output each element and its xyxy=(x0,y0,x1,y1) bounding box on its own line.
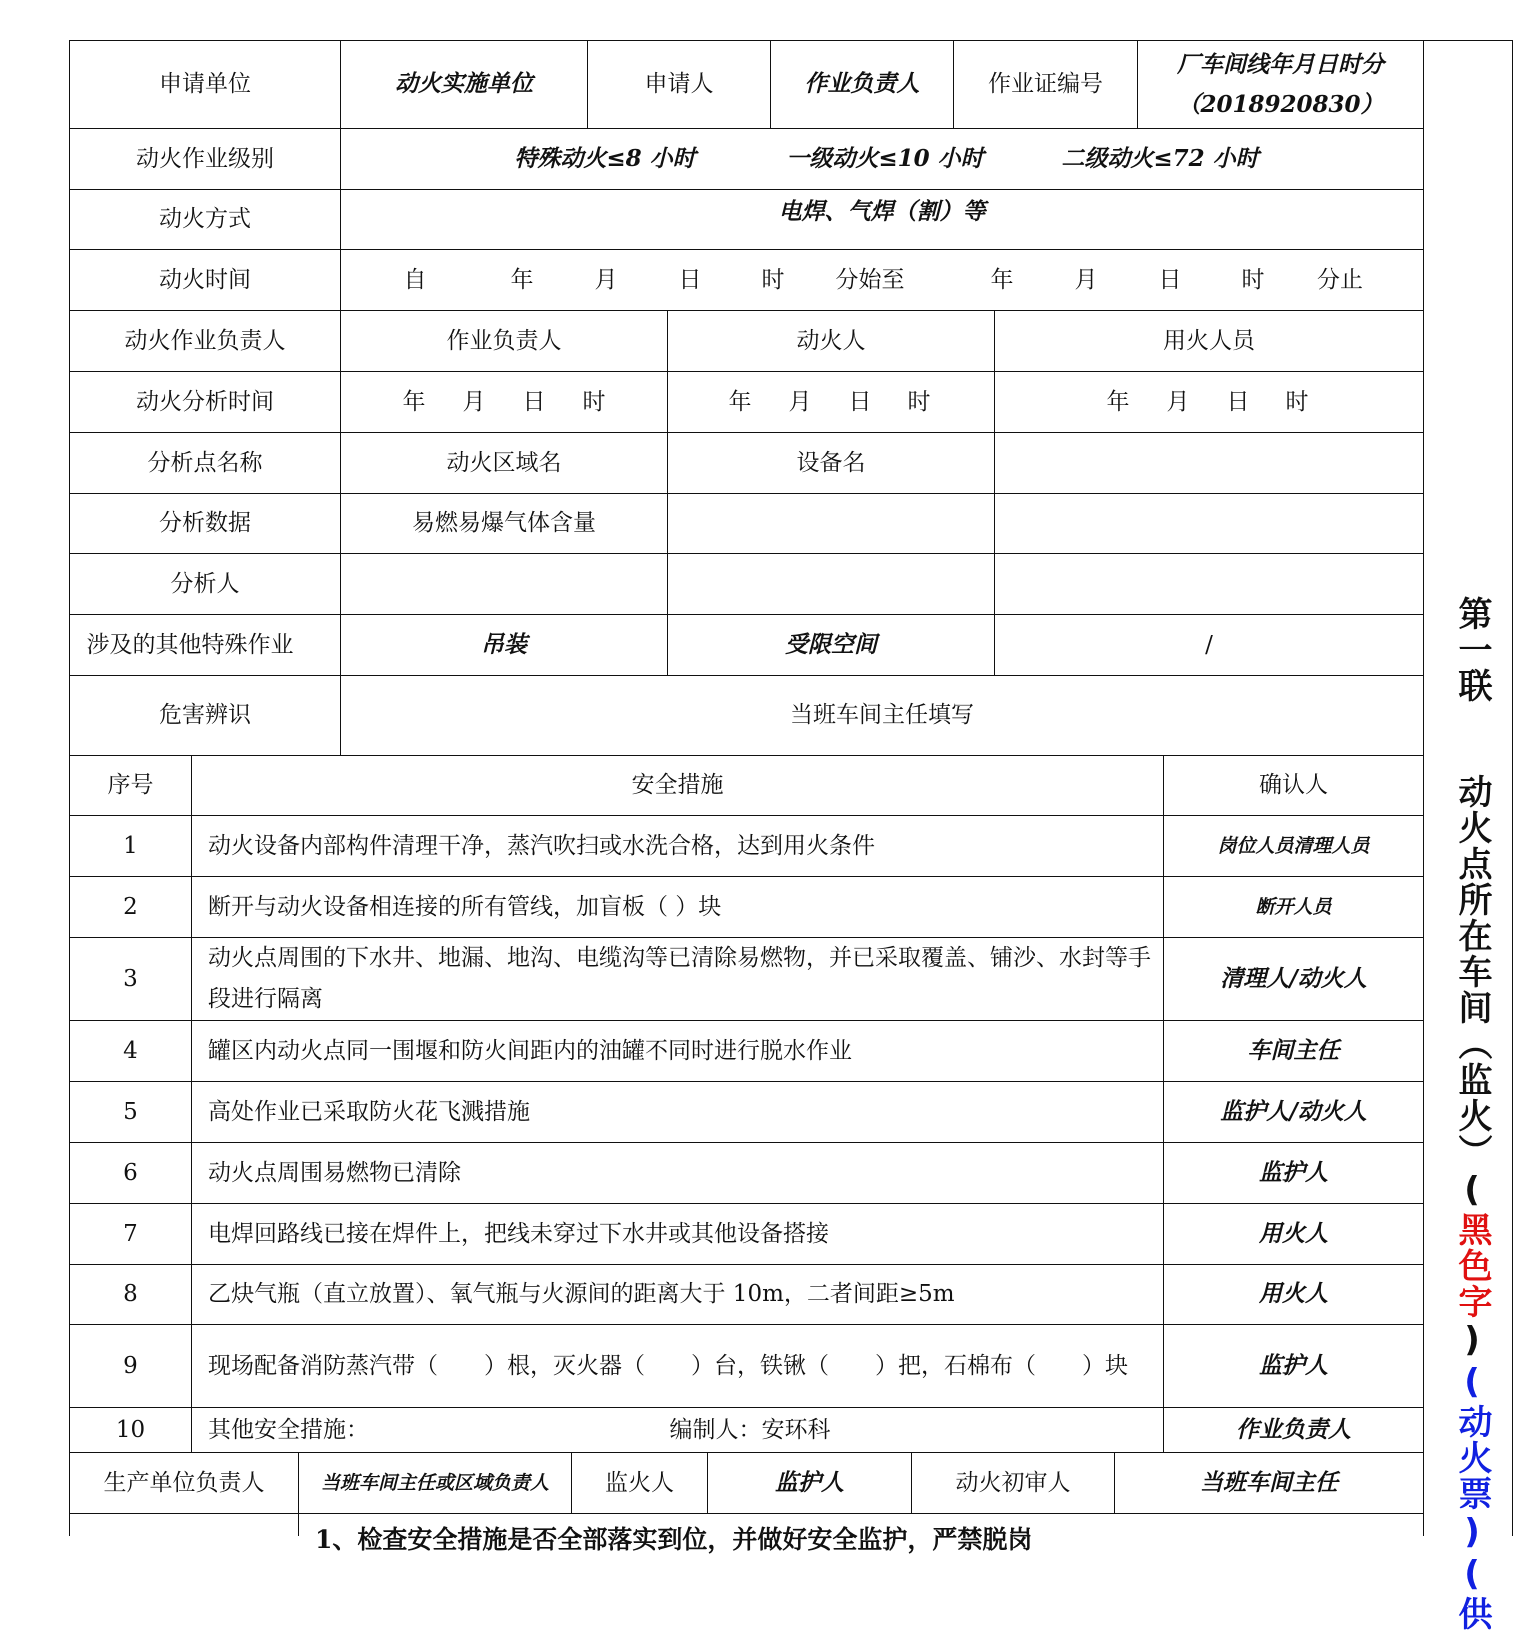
measure-row-confirm: 用火人 xyxy=(1259,1219,1328,1247)
measure-row-text: 动火设备内部构件清理干净，蒸汽吹扫或水洗合格，达到用火条件 xyxy=(208,832,875,859)
permit-no-label: 作业证编号 xyxy=(988,71,1103,98)
other-work-confined-space: 受限空间 xyxy=(785,630,877,658)
analysis-time-hour: 时 xyxy=(1285,388,1309,415)
measure-row-text: 动火点周围的下水井、地漏、地沟、电缆沟等已清除易燃物，并已采取覆盖、铺沙、水封等手段进行隔离 xyxy=(208,945,1151,1012)
side-label-part4-blue: (动火票)(供 xyxy=(1452,1362,1492,1632)
time-part-hour: 时 xyxy=(761,266,785,293)
analyst-label: 分析人 xyxy=(170,570,240,597)
measure-row-text: 罐区内动火点同一围堰和防火间距内的油罐不同时进行脱水作业 xyxy=(208,1037,852,1064)
measure-row-confirm: 清理人/动火人 xyxy=(1220,964,1367,992)
production-leader-value: 当班车间主任或区域负责人 xyxy=(320,1471,549,1494)
time-part-month-end: 月 xyxy=(1074,266,1098,293)
measure-row-confirm: 监护人 xyxy=(1259,1158,1328,1186)
measure-row-text: 断开与动火设备相连接的所有管线，加盲板（ ）块 xyxy=(208,893,722,920)
analysis-time-year: 年 xyxy=(402,388,426,415)
measure-row-text: 其他安全措施： xyxy=(208,1416,369,1443)
measure-row-confirm: 岗位人员清理人员 xyxy=(1217,834,1370,857)
analyst-col2[interactable] xyxy=(668,554,994,614)
side-label-part3-open: ( xyxy=(1452,1170,1492,1212)
measure-row-no: 4 xyxy=(123,1037,138,1064)
analysis-time-hour: 时 xyxy=(907,388,931,415)
measure-row-no: 3 xyxy=(123,965,138,992)
measure-row-confirm: 车间主任 xyxy=(1247,1036,1340,1064)
analysis-time-year: 年 xyxy=(1106,388,1130,415)
time-part-minute-start-to: 分始至 xyxy=(835,266,905,293)
analysis-time-day: 日 xyxy=(1226,388,1250,415)
measure-row-text: 乙炔气瓶（直立放置）、氧气瓶与火源间的距离大于 10m，二者间距≥5m xyxy=(208,1281,955,1308)
time-part-year: 年 xyxy=(510,266,534,293)
analysis-time-month: 月 xyxy=(462,388,486,415)
side-label-part3-red: 黑色字 xyxy=(1452,1212,1492,1320)
measure-row-confirm: 监护人/动火人 xyxy=(1220,1097,1367,1125)
time-part-month: 月 xyxy=(594,266,618,293)
measure-row-confirm: 监护人 xyxy=(1259,1351,1328,1379)
fire-method-label: 动火方式 xyxy=(159,206,251,233)
analysis-time-day: 日 xyxy=(522,388,546,415)
analysis-time-month: 月 xyxy=(1166,388,1190,415)
measure-row-no: 6 xyxy=(123,1159,138,1186)
copy-side-label xyxy=(1440,596,1504,1632)
analysis-data-col3[interactable] xyxy=(995,494,1423,553)
analysis-time-month: 月 xyxy=(788,388,812,415)
footer-instruction: 1、检查安全措施是否全部落实到位，并做好安全监护，严禁脱岗 xyxy=(315,1525,1033,1554)
applicant-unit-label: 申请单位 xyxy=(159,71,251,98)
time-part-day-end: 日 xyxy=(1158,266,1182,293)
responsible-label: 动火作业负责人 xyxy=(124,327,286,354)
other-work-lifting: 吊装 xyxy=(481,630,527,658)
time-part-minute-end: 分止 xyxy=(1317,266,1363,293)
measures-header-no: 序号 xyxy=(107,772,154,799)
production-leader-label: 生产单位负责人 xyxy=(103,1469,265,1496)
footer-clip xyxy=(299,1514,1423,1554)
fire-level-second: 二级动火≤72 小时 xyxy=(1061,144,1259,172)
analysis-data-label: 分析数据 xyxy=(159,510,251,537)
applicant-unit-value: 动火实施单位 xyxy=(395,70,533,98)
hazard-value: 当班车间主任填写 xyxy=(790,702,974,729)
analysis-point-equipment: 设备名 xyxy=(796,449,866,476)
analysis-data-col2[interactable] xyxy=(668,494,994,553)
fire-method-value: 电焊、气焊（割）等 xyxy=(778,197,986,225)
measure-row-no: 5 xyxy=(123,1098,138,1125)
initial-reviewer-label: 动火初审人 xyxy=(955,1469,1071,1496)
permit-no-value xyxy=(1138,41,1423,128)
fire-level-special: 特殊动火≤8 小时 xyxy=(514,144,696,172)
measure-row-no: 9 xyxy=(123,1352,138,1379)
responsible-fire-operator: 动火人 xyxy=(796,327,866,354)
other-work-label: 涉及的其他特殊作业 xyxy=(86,631,294,658)
fire-level-first: 一级动火≤10 小时 xyxy=(786,144,984,172)
measure-row-confirm: 断开人员 xyxy=(1255,895,1332,918)
side-label-part2: 动火点所在车间（监火） xyxy=(1452,774,1492,1170)
time-part-day: 日 xyxy=(678,266,702,293)
analyst-col3[interactable] xyxy=(995,554,1423,614)
measure-row-author: 编制人：安环科 xyxy=(669,1416,831,1443)
measure-row-confirm: 作业负责人 xyxy=(1236,1415,1351,1443)
fire-watch-label: 监火人 xyxy=(605,1469,674,1496)
measure-row-text: 现场配备消防蒸汽带（ ）根，灭火器（ ）台，铁锹（ ）把，石棉布（ ）块 xyxy=(208,1352,1128,1379)
other-work-slash: / xyxy=(1205,631,1213,658)
measure-row-no: 7 xyxy=(123,1220,138,1247)
time-part-hour-end: 时 xyxy=(1241,266,1265,293)
permit-no-line2: （2018920830） xyxy=(1177,90,1384,118)
analysis-time-day: 日 xyxy=(848,388,872,415)
analysis-time-year: 年 xyxy=(728,388,752,415)
measure-row-confirm: 用火人 xyxy=(1259,1280,1328,1308)
side-label-part3-close: ) xyxy=(1452,1320,1492,1362)
measure-row-text: 电焊回路线已接在焊件上，把线未穿过下水井或其他设备搭接 xyxy=(208,1220,829,1247)
measure-row-text: 动火点周围易燃物已清除 xyxy=(208,1159,461,1186)
permit-no-line1: 厂车间线年月日时分 xyxy=(1177,50,1384,78)
measure-row-no: 1 xyxy=(123,832,138,859)
fire-time-label: 动火时间 xyxy=(159,266,251,293)
measure-row-no: 8 xyxy=(123,1281,138,1308)
analyst-col1[interactable] xyxy=(341,554,667,614)
analysis-point-extra[interactable] xyxy=(995,433,1423,493)
fire-watch-value: 监护人 xyxy=(775,1468,844,1496)
responsible-fire-user: 用火人员 xyxy=(1163,327,1255,354)
fire-level-label: 动火作业级别 xyxy=(136,145,274,172)
measures-header-measure: 安全措施 xyxy=(631,772,724,799)
analysis-time-label: 动火分析时间 xyxy=(136,388,274,415)
measure-row-no: 10 xyxy=(115,1416,146,1443)
measure-row-text: 高处作业已采取防火花飞溅措施 xyxy=(208,1098,530,1125)
measures-header-confirm: 确认人 xyxy=(1259,772,1328,799)
analysis-time-hour: 时 xyxy=(582,388,606,415)
measure-row-no: 2 xyxy=(123,893,138,920)
analysis-point-area: 动火区域名 xyxy=(446,449,562,476)
side-label-part1: 第一联 xyxy=(1452,596,1492,704)
responsible-work-leader: 作业负责人 xyxy=(446,327,562,354)
time-part-from: 自 xyxy=(403,266,427,293)
applicant-label: 申请人 xyxy=(644,71,714,98)
hazard-label: 危害辨识 xyxy=(159,702,251,729)
analysis-point-label: 分析点名称 xyxy=(147,449,263,476)
applicant-value: 作业负责人 xyxy=(804,70,920,98)
initial-reviewer-value: 当班车间主任 xyxy=(1200,1468,1338,1496)
time-part-year-end: 年 xyxy=(990,266,1014,293)
analysis-data-gas-content: 易燃易爆气体含量 xyxy=(412,510,596,537)
